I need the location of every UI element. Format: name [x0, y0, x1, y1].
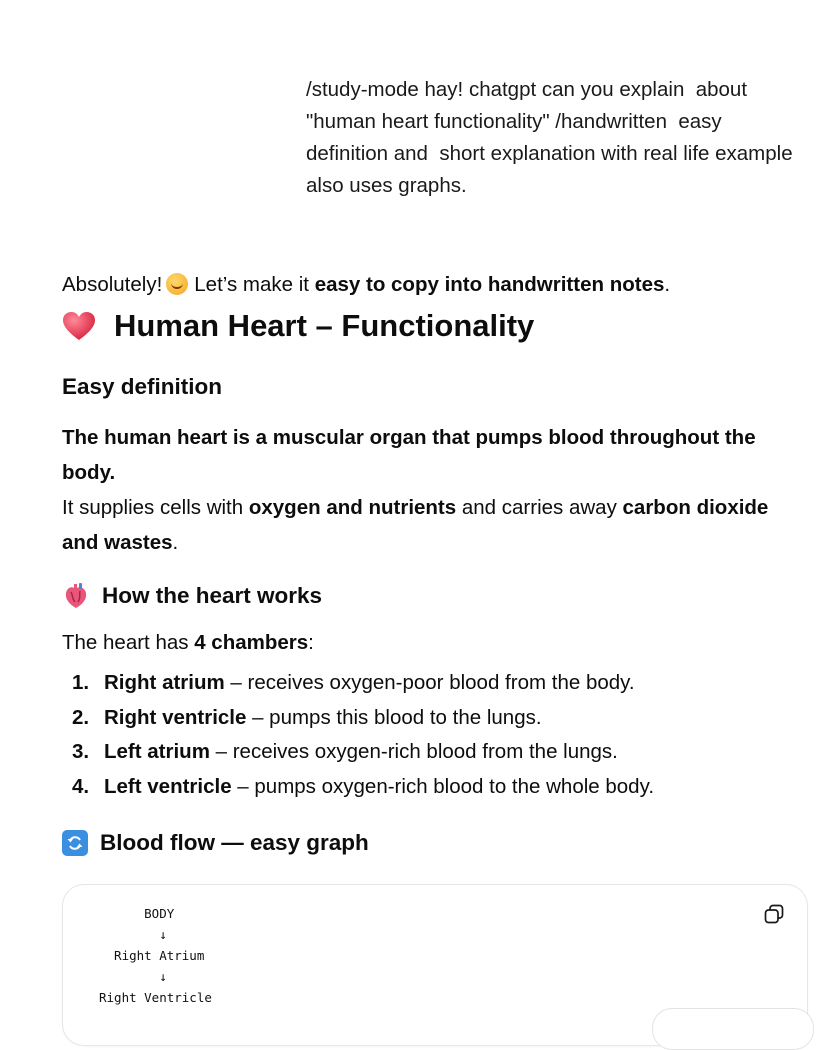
- reply-intro: [62, 270, 670, 300]
- list-item-number: 1.: [72, 671, 90, 694]
- chamber-name: Right atrium: [104, 671, 225, 694]
- chamber-desc: – receives oxygen-poor blood from the body.: [224, 671, 635, 694]
- how-heading-text: How the heart works: [102, 583, 323, 608]
- list-item: [72, 735, 654, 770]
- chamber-desc: – pumps oxygen-rich blood to the whole body.: [231, 774, 655, 798]
- red-heart-icon: [62, 311, 96, 341]
- list-item: [72, 701, 654, 736]
- copy-icon[interactable]: [763, 903, 785, 925]
- flow-heading-text: Blood flow — easy graph: [100, 830, 369, 855]
- floating-pill-button[interactable]: [652, 1008, 814, 1050]
- definition-text-1: It supplies cells with: [62, 496, 249, 519]
- user-message: /study-mode hay! chatgpt can you explain about "human heart functionality" /handwritten easy definition and short explanation with real life example also uses graphs.: [306, 78, 799, 197]
- definition-bold: The human heart is a muscular organ that pumps blood throughout the body.: [62, 426, 756, 484]
- reply-title: [62, 308, 534, 344]
- chamber-name: Left atrium: [104, 740, 210, 763]
- chambers-intro-colon: :: [308, 631, 314, 654]
- anatomical-heart-icon: [62, 582, 90, 610]
- list-item-number: 3.: [72, 740, 90, 763]
- chamber-desc: – receives oxygen-rich blood from the lungs.: [209, 740, 618, 763]
- smiling-face-icon: [166, 273, 188, 295]
- chamber-name: Left ventricle: [104, 774, 232, 798]
- chambers-count: 4 chambers: [194, 631, 309, 654]
- blood-flow-graph-text: BODY ↓ Right Atrium ↓ Right Ventricle: [99, 906, 212, 1005]
- definition-text-2: and carries away: [456, 496, 623, 519]
- chambers-intro-text: The heart has: [62, 631, 195, 654]
- chambers-list: [72, 666, 654, 804]
- how-heading: [62, 582, 322, 610]
- definition-body: [62, 420, 792, 560]
- definition-detail: [62, 490, 792, 560]
- definition-heading: Easy definition: [62, 374, 223, 399]
- flow-heading: [62, 830, 369, 856]
- intro-suffix: .: [664, 273, 671, 296]
- chamber-desc: – pumps this blood to the lungs.: [246, 705, 542, 729]
- list-item: [72, 666, 654, 701]
- chambers-intro: [62, 628, 314, 658]
- intro-bold: easy to copy into handwritten notes: [314, 273, 665, 296]
- list-item-number: 2.: [72, 705, 90, 729]
- counterclockwise-arrows-icon: [62, 830, 88, 856]
- intro-prefix: Absolutely!: [62, 273, 163, 296]
- title-text: Human Heart – Functionality: [114, 308, 535, 343]
- list-item: [72, 770, 654, 805]
- definition-text-3: .: [172, 531, 179, 554]
- list-item-number: 4.: [72, 774, 90, 798]
- definition-bold-2: oxygen and nutrients: [248, 496, 457, 519]
- intro-middle: Let’s make it: [194, 273, 315, 296]
- chamber-name: Right ventricle: [104, 705, 247, 729]
- definition-bold-3: carbon dioxide and wastes: [62, 496, 769, 554]
